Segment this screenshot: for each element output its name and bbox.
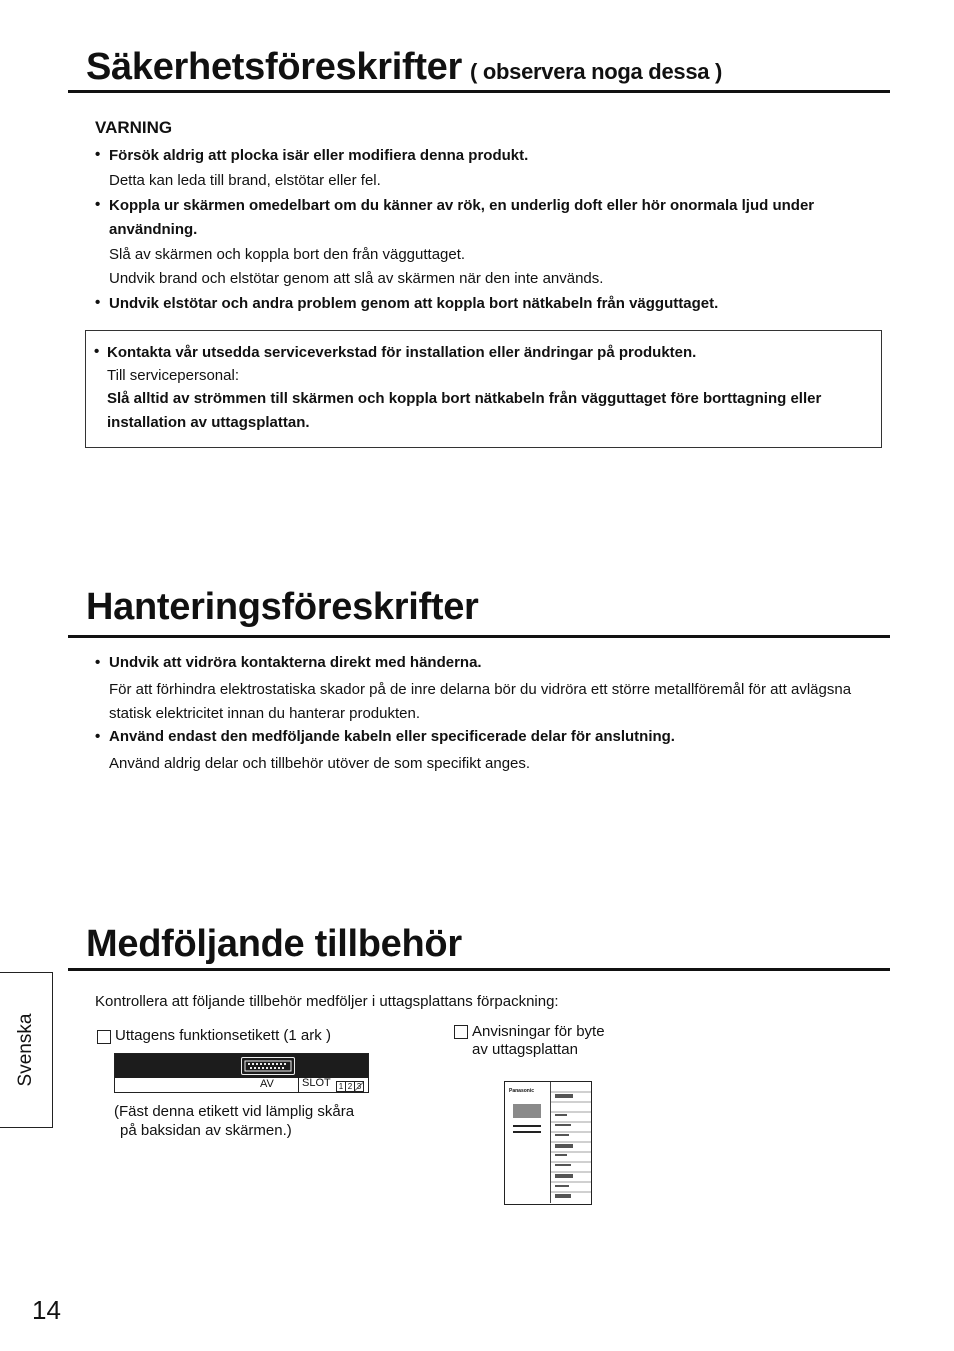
handling-item-2: Använd endast den medföljande kabeln eller specificerade delar för anslutning. — [109, 728, 675, 745]
warning-item-2: Koppla ur skärmen omedelbart om du känner av rök, en underlig doft eller hör onormala ljud under — [109, 197, 815, 214]
function-label-title: Uttagens funktionsetikett (1 ark ) — [115, 1027, 331, 1044]
booklet-brand: Panasonic — [509, 1088, 535, 1094]
slot-number-2: 2 — [345, 1081, 355, 1092]
handling-item-2-text-1: Använd aldrig delar och tillbehör utöver de som specifikt anges. — [109, 755, 531, 772]
label-divider — [298, 1078, 299, 1092]
label-slot: SLOT — [302, 1077, 331, 1089]
bullet: • — [95, 196, 101, 213]
rule-safety — [68, 90, 890, 93]
instructions-title-1: Anvisningar för byte — [472, 1023, 605, 1040]
warning-label: VARNING — [95, 118, 173, 137]
heading-safety — [86, 48, 722, 86]
function-label-note-2: på baksidan av skärmen.) — [120, 1122, 292, 1139]
slot-number-3: 3 — [354, 1081, 364, 1092]
scart-connector-icon — [241, 1057, 295, 1075]
page-number: 14 — [32, 1295, 61, 1325]
function-label-illustration — [114, 1053, 369, 1093]
checkbox-function-label[interactable] — [97, 1030, 111, 1044]
bullet: • — [95, 728, 101, 745]
accessories-intro: Kontrollera att följande tillbehör medföljer i uttagsplattans förpackning: — [95, 993, 559, 1010]
handling-item-1-text-2: statisk elektricitet innan du hanterar produkten. — [109, 705, 421, 722]
booklet-right-column — [551, 1082, 591, 1203]
warning-item-3: Undvik elstötar och andra problem genom att koppla bort nätkabeln från vägguttaget. — [109, 295, 719, 312]
language-tab — [0, 972, 53, 1128]
label-av: AV — [260, 1078, 274, 1090]
checkbox-instructions[interactable] — [454, 1025, 468, 1039]
rule-accessories — [68, 968, 890, 971]
warning-item-1-text: Detta kan leda till brand, elstötar eller fel. — [109, 172, 381, 189]
service-box-line-1: Kontakta vår utsedda serviceverkstad för installation eller ändringar på produkten. — [107, 344, 697, 361]
handling-item-1: Undvik att vidröra kontakterna direkt med händerna. — [109, 654, 482, 671]
service-box-line-3: Slå alltid av strömmen till skärmen och koppla bort nätkabeln från vägguttaget före borttagning eller — [107, 390, 822, 407]
service-box-line-2: Till servicepersonal: — [107, 367, 239, 384]
bullet: • — [94, 343, 100, 360]
heading-handling: Hanteringsföreskrifter — [86, 586, 479, 628]
booklet-line — [513, 1131, 541, 1133]
slot-number-1: 1 — [336, 1081, 346, 1092]
heading-accessories: Medföljande tillbehör — [86, 923, 462, 965]
warning-item-1: Försök aldrig att plocka isär eller modifiera denna produkt. — [109, 147, 529, 164]
bullet: • — [95, 146, 101, 163]
language-tab-label: Svenska — [15, 1013, 36, 1087]
service-box-line-4: installation av uttagsplattan. — [107, 414, 310, 431]
function-label-note-1: (Fäst denna etikett vid lämplig skåra — [114, 1103, 355, 1120]
instructions-booklet-illustration — [504, 1081, 592, 1205]
heading-safety-subtitle: ( observera noga dessa ) — [470, 59, 723, 84]
warning-item-2-text-2: Undvik brand och elstötar genom att slå av skärmen när den inte används. — [109, 270, 604, 287]
instructions-title-2: av uttagsplattan — [472, 1041, 578, 1058]
handling-item-1-text-1: För att förhindra elektrostatiska skador på de inre delarna bör du vidröra ett större metallföremål för att avlägsna — [109, 681, 852, 698]
booklet-image — [513, 1104, 541, 1118]
heading-safety-title: Säkerhetsföreskrifter — [86, 46, 463, 88]
bullet: • — [95, 654, 101, 671]
bullet: • — [95, 294, 101, 311]
rule-handling — [68, 635, 890, 638]
warning-item-2-cont: användning. — [109, 221, 198, 238]
booklet-line — [513, 1125, 541, 1127]
warning-item-2-text-1: Slå av skärmen och koppla bort den från vägguttaget. — [109, 246, 466, 263]
